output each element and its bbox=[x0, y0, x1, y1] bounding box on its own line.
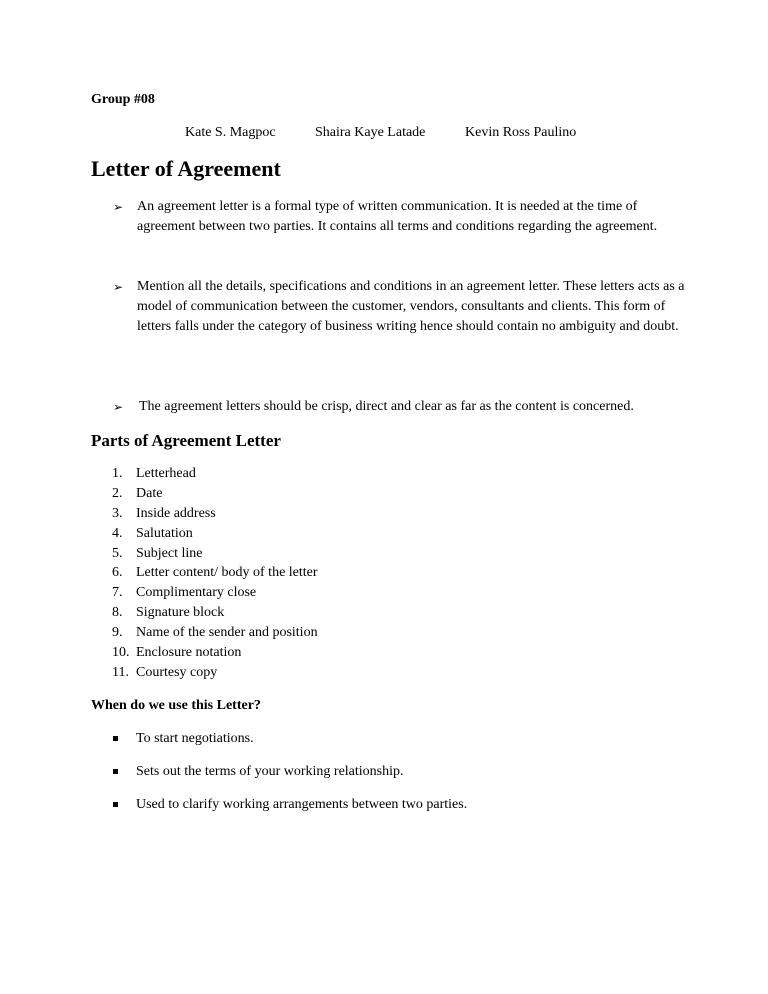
list-number: 2. bbox=[112, 485, 123, 501]
list-label: Enclosure notation bbox=[136, 645, 242, 661]
when-heading: When do we use this Letter? bbox=[91, 698, 261, 713]
list-label: Inside address bbox=[136, 505, 216, 521]
list-label: Courtesy copy bbox=[136, 664, 218, 680]
list-number: 3. bbox=[112, 505, 123, 521]
list-label: Subject line bbox=[136, 545, 203, 561]
list-label: Complimentary close bbox=[136, 585, 257, 601]
list-label: Letter content/ body of the letter bbox=[136, 565, 318, 581]
document-title: Letter of Agreement bbox=[91, 156, 281, 181]
use-text: To start negotiations. bbox=[136, 731, 254, 746]
bullet-text: Mention all the details, specifications and conditions in an agreement letter. These letters acts as a model of communication between the customer, vendors, consultants and clients. This form of letters falls under the category of business writing hence should contain no ambiguity and doubt. bbox=[137, 279, 685, 334]
arrow-bullet-icon: ➢ bbox=[113, 400, 124, 414]
author-name: Kate S. Magpoc bbox=[185, 125, 276, 140]
list-label: Date bbox=[136, 485, 163, 501]
list-number: 4. bbox=[112, 525, 123, 541]
arrow-bullet-icon: ➢ bbox=[113, 200, 124, 214]
list-number: 10. bbox=[112, 645, 130, 661]
list-number: 5. bbox=[112, 545, 123, 561]
list-number: 6. bbox=[112, 565, 123, 581]
arrow-bullet-icon: ➢ bbox=[113, 280, 124, 294]
list-number: 11. bbox=[112, 664, 129, 680]
use-text: Used to clarify working arrangements between two parties. bbox=[136, 797, 468, 812]
square-bullet-icon bbox=[113, 802, 118, 807]
list-number: 1. bbox=[112, 466, 123, 481]
group-label: Group #08 bbox=[91, 92, 155, 107]
parts-heading: Parts of Agreement Letter bbox=[91, 431, 281, 450]
bullet-text: An agreement letter is a formal type of written communication. It is needed at the time of agreement between two parties. It contains all terms and conditions regarding the agreement. bbox=[137, 199, 658, 234]
list-label: Signature block bbox=[136, 605, 225, 621]
author-line bbox=[0, 123, 768, 143]
author-name: Kevin Ross Paulino bbox=[465, 125, 577, 140]
list-number: 9. bbox=[112, 625, 123, 641]
list-label: Salutation bbox=[136, 525, 193, 541]
list-label: Name of the sender and position bbox=[136, 625, 318, 641]
use-text: Sets out the terms of your working relationship. bbox=[136, 764, 404, 779]
list-number: 8. bbox=[112, 605, 123, 621]
square-bullet-icon bbox=[113, 769, 118, 774]
square-bullet-icon bbox=[113, 736, 118, 741]
list-number: 7. bbox=[112, 585, 123, 601]
bullet-text: The agreement letters should be crisp, direct and clear as far as the content is concerned. bbox=[139, 399, 634, 414]
list-label: Letterhead bbox=[136, 466, 196, 481]
author-name: Shaira Kaye Latade bbox=[315, 125, 426, 140]
